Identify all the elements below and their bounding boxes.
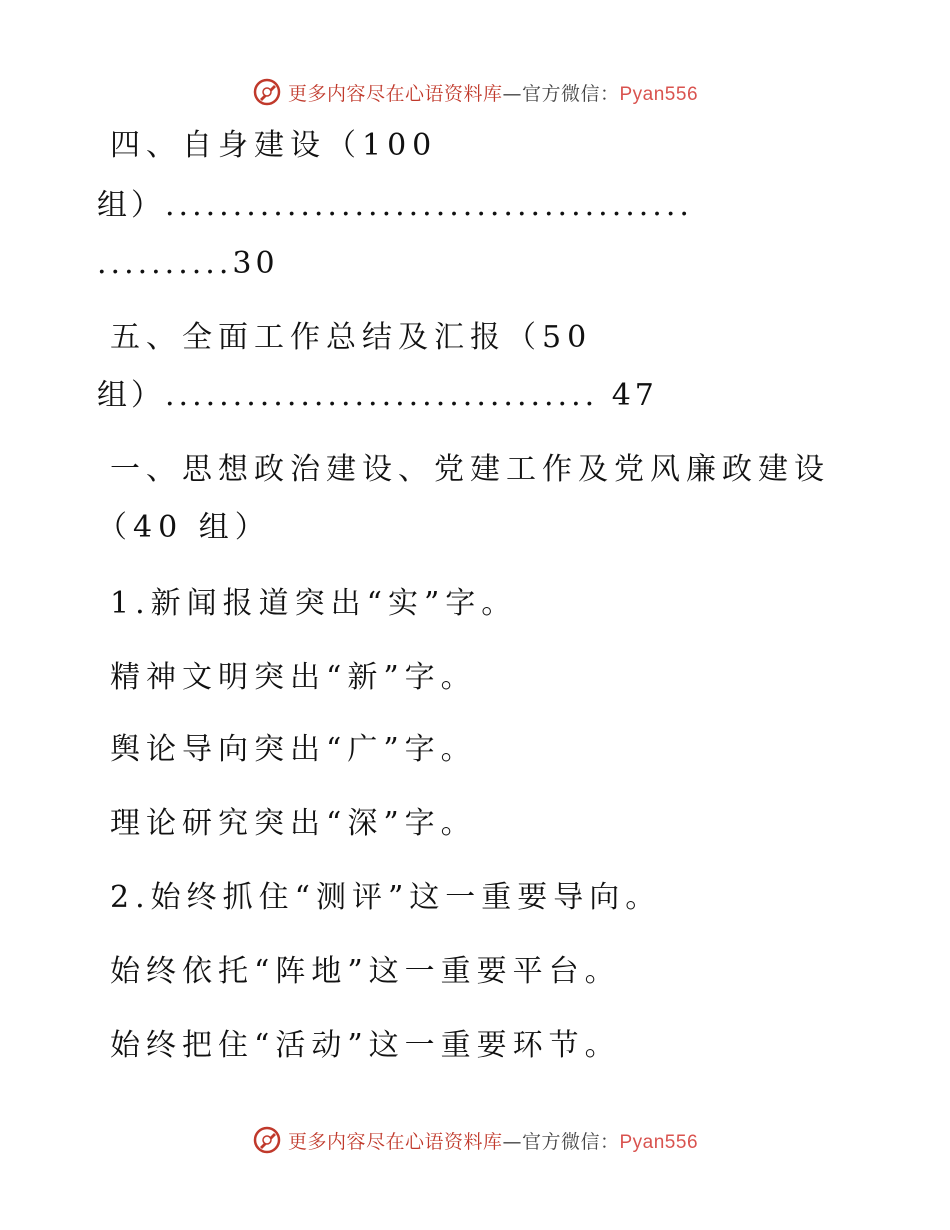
toc-item-4-page: ..........30 (97, 246, 279, 281)
body-line-2: 精神文明突出“新”字。 (110, 660, 477, 695)
body-line-3: 舆论导向突出“广”字。 (110, 732, 477, 767)
section-1-subtitle: （40 组） (97, 510, 271, 545)
watermark-text: 更多内容尽在心语资料库—官方微信：Pyan556 (287, 1130, 699, 1153)
toc-item-4-leader: 组）....................................... (97, 188, 693, 223)
toc-item-5-title: 五、全面工作总结及汇报（50 (110, 320, 593, 355)
header-watermark (0, 72, 950, 112)
watermark-text: 更多内容尽在心语资料库—官方微信：Pyan556 (287, 82, 699, 105)
body-line-7: 始终把住“活动”这一重要环节。 (110, 1028, 621, 1063)
footer-watermark (0, 1120, 950, 1160)
body-line-1: 1.新闻报道突出“实”字。 (110, 586, 518, 621)
section-1-title: 一、思想政治建设、党建工作及党风廉政建设 (110, 452, 830, 487)
quill-logo-icon (252, 77, 282, 107)
body-line-4: 理论研究突出“深”字。 (110, 806, 477, 841)
toc-item-5-leader: 组）................................ 47 (97, 378, 658, 413)
quill-logo-icon (252, 1125, 282, 1155)
body-line-6: 始终依托“阵地”这一重要平台。 (110, 954, 621, 989)
body-line-5: 2.始终抓住“测评”这一重要导向。 (110, 880, 662, 915)
toc-item-4-title: 四、自身建设（100 (110, 128, 438, 163)
